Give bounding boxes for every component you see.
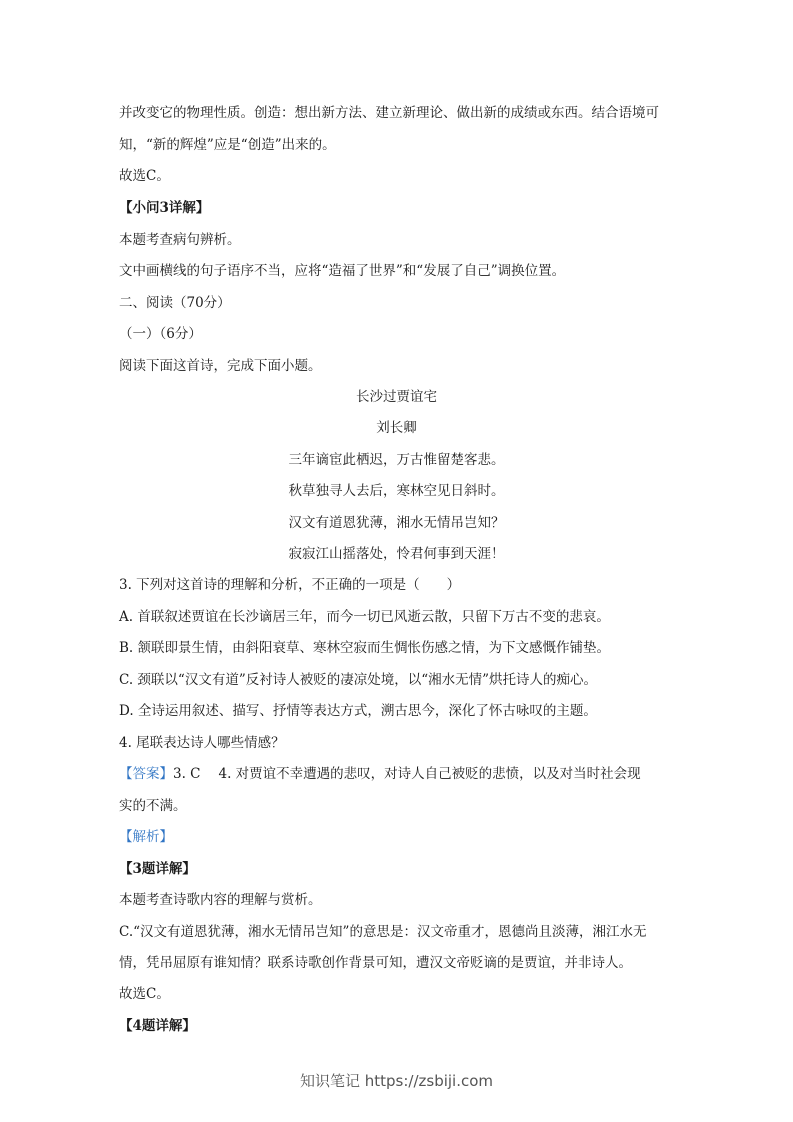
section-heading: 【小问3详解】 [119, 200, 210, 216]
text-line: 本题考查诗歌内容的理解与赏析。 [119, 892, 322, 908]
answer-line [119, 764, 693, 784]
section-heading: 【3题详解】 [119, 861, 196, 877]
question-option: B. 颔联即景生情，由斜阳衰草、寒林空寂而生惆怅伤感之情，为下文感慨作铺垫。 [119, 640, 611, 656]
answer-label: 【答案】 [119, 766, 173, 782]
question-option: C. 颈联以“汉文有道”反衬诗人被贬的凄凉处境，以“湘水无情”烘托诗人的痴心。 [119, 672, 598, 688]
text-line: 知，“新的辉煌”应是“创造”出来的。 [119, 137, 336, 153]
poem-line: 汉文有道恩犹薄，湘水无情吊岂知？ [288, 515, 505, 531]
answer-continuation: 实的不满。 [119, 798, 187, 814]
text-line: 情，凭吊屈原有谁知情？联系诗歌创作背景可知，遭汉文帝贬谪的是贾谊，并非诗人。 [119, 955, 632, 971]
text-line: 故选C。 [119, 986, 170, 1002]
section-heading: 【4题详解】 [119, 1018, 196, 1034]
poem-line: 三年谪宦此栖迟，万古惟留楚客悲。 [288, 452, 505, 468]
text-line: 并改变它的物理性质。创造：想出新方法、建立新理论、做出新的成绩或东西。结合语境可 [119, 105, 659, 121]
instruction-text: 阅读下面这首诗，完成下面小题。 [119, 358, 322, 374]
text-line: 本题考查病句辨析。 [119, 232, 241, 248]
section-heading: 二、阅读（70分） [119, 295, 231, 311]
text-line: 文中画横线的句子语序不当，应将“造福了世界”和“发展了自己”调换位置。 [119, 263, 566, 279]
poem-line: 秋草独寻人去后，寒林空见日斜时。 [288, 483, 505, 499]
answer-3: 3. C [173, 766, 201, 782]
question-option: D. 全诗运用叙述、描写、抒情等表达方式，溯古思今，深化了怀古咏叹的主题。 [119, 703, 597, 719]
footer-watermark: 知识笔记 https://zsbiji.com [299, 1072, 494, 1090]
answer-4: 4. 对贾谊不幸遭遇的悲叹，对诗人自己被贬的悲愤，以及对当时社会现 [218, 766, 641, 782]
poem-author: 刘长卿 [376, 420, 417, 436]
analysis-label: 【解析】 [119, 829, 173, 845]
question-stem: 3. 下列对这首诗的理解和分析，不正确的一项是（ ） [119, 577, 461, 593]
text-line: 故选C。 [119, 168, 170, 184]
text-line: C.“汉文有道恩犹薄，湘水无情吊岂知”的意思是：汉文帝重才，恩德尚且淡薄，湘江水无 [119, 924, 647, 940]
poem-line: 寂寂江山摇落处，怜君何事到天涯！ [288, 546, 505, 562]
question-stem: 4. 尾联表达诗人哪些情感？ [119, 735, 285, 751]
section-heading: （一）（6分） [119, 326, 202, 342]
question-option: A. 首联叙述贾谊在长沙谪居三年，而今一切已风逝云散，只留下万古不变的悲哀。 [119, 609, 610, 625]
poem-title: 长沙过贾谊宅 [356, 389, 437, 405]
